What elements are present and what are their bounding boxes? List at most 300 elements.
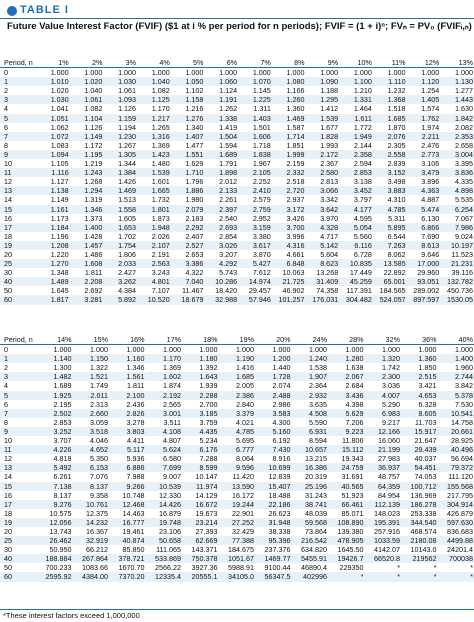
factor-cell: 1.188 bbox=[320, 86, 339, 96]
factor-cell: 7.288 bbox=[199, 454, 218, 464]
factor-cell: 7.263 bbox=[373, 241, 407, 250]
factor-cell: 15.407 bbox=[255, 482, 292, 491]
factor-cell: 5455.91 bbox=[292, 554, 329, 563]
factor-cell: 143.371 bbox=[191, 545, 218, 555]
factor-cell: 64.359 bbox=[365, 482, 402, 491]
factor-cell: 378.721 bbox=[109, 554, 146, 563]
factor-cell: 84.954 bbox=[378, 490, 400, 500]
factor-cell: 16.060 bbox=[378, 436, 400, 446]
factor-cell: 6.544 bbox=[387, 231, 406, 241]
factor-cell: 3.436 bbox=[328, 391, 365, 400]
factor-cell: 7.430 bbox=[255, 445, 292, 454]
factor-cell: 32.429 bbox=[232, 526, 254, 536]
factor-cell: 2.826 bbox=[109, 409, 146, 418]
period-cell: 4 bbox=[4, 381, 8, 391]
factor-cell: 1.105 bbox=[50, 159, 69, 169]
factor-cell: 1.638 bbox=[345, 363, 364, 373]
period-cell: 13 bbox=[0, 186, 36, 195]
factor-cell: 1.120 bbox=[407, 77, 441, 86]
table-row bbox=[0, 150, 474, 159]
factor-cell: 59.568 bbox=[292, 518, 329, 527]
period-cell: 2 bbox=[4, 363, 8, 373]
factor-cell: 21.725 bbox=[272, 277, 306, 286]
factor-cell: 1.742 bbox=[382, 363, 400, 373]
factor-cell: 7370.20 bbox=[109, 572, 146, 581]
table-row bbox=[0, 500, 474, 509]
factor-cell: 1.960 bbox=[455, 363, 473, 373]
factor-cell: 11.974 bbox=[182, 482, 219, 491]
factor-cell: 1.124 bbox=[219, 86, 238, 96]
table-row bbox=[0, 114, 474, 123]
factor-cell: 1.000 bbox=[252, 68, 271, 78]
factor-cell: 1.100 bbox=[339, 77, 373, 86]
factor-cell: 1.606 bbox=[238, 132, 272, 141]
factor-cell: 1.000 bbox=[272, 345, 291, 355]
factor-cell: 1.749 bbox=[90, 381, 108, 391]
factor-cell: 2.476 bbox=[421, 140, 440, 150]
factor-cell: 3.836 bbox=[440, 168, 474, 177]
factor-cell: 1.191 bbox=[204, 95, 238, 104]
factor-cell: 4.887 bbox=[421, 195, 440, 205]
factor-cell: 1.718 bbox=[252, 140, 271, 150]
factor-cell: 2.300 bbox=[365, 372, 402, 381]
factor-cell: 31.948 bbox=[255, 518, 292, 527]
period-cell: 5 bbox=[0, 391, 36, 400]
factor-cell: 4.007 bbox=[365, 391, 402, 400]
factor-cell: 1.630 bbox=[455, 104, 473, 114]
factor-cell: 3.842 bbox=[455, 381, 473, 391]
factor-cell: 22.901 bbox=[232, 508, 254, 518]
factor-cell: 1.093 bbox=[103, 95, 137, 104]
factor-cell: 1.208 bbox=[36, 241, 70, 250]
factor-cell: 18.420 bbox=[215, 286, 238, 296]
factor-cell: 237.376 bbox=[264, 545, 291, 555]
factor-cell: 1.428 bbox=[84, 231, 103, 241]
factor-cell: 1.574 bbox=[421, 104, 440, 114]
factor-cell: 1.874 bbox=[163, 381, 181, 391]
factor-cell: 31.243 bbox=[305, 490, 327, 500]
factor-cell: 1.225 bbox=[238, 95, 272, 104]
table-row bbox=[0, 554, 474, 563]
factor-cell: 1.116 bbox=[36, 168, 70, 177]
factor-cell: 3.172 bbox=[272, 205, 306, 214]
factor-cell: 1.210 bbox=[353, 86, 372, 96]
factor-cell: 40.496 bbox=[438, 445, 474, 454]
factor-cell: 5.117 bbox=[109, 445, 146, 454]
factor-cell: 188.884 bbox=[36, 554, 73, 563]
factor-cell: 1.714 bbox=[272, 132, 306, 141]
factor-cell: 1.126 bbox=[118, 104, 137, 114]
factor-cell: 217.795 bbox=[447, 490, 473, 500]
factor-cell: 27.393 bbox=[195, 526, 218, 536]
factor-cell: 5.378 bbox=[438, 391, 474, 400]
rate-header: 17% bbox=[146, 335, 183, 345]
factor-cell: 1.276 bbox=[171, 114, 205, 123]
period-cell: 0 bbox=[4, 68, 8, 78]
rate-header: 1% bbox=[36, 58, 70, 68]
factor-cell: 11.420 bbox=[232, 472, 254, 482]
factor-cell: 9.358 bbox=[90, 490, 108, 500]
factor-cell: 1.791 bbox=[219, 159, 238, 169]
factor-cell: 2.159 bbox=[286, 159, 305, 169]
factor-cell: 10.575 bbox=[49, 508, 72, 518]
factor-cell: 2.252 bbox=[252, 177, 271, 187]
factor-cell: 23.106 bbox=[159, 526, 181, 536]
factor-cell: 10.520 bbox=[137, 295, 171, 304]
factor-cell: 6.886 bbox=[109, 463, 146, 472]
factor-cell: 1.980 bbox=[185, 195, 204, 205]
factor-cell: 2.208 bbox=[70, 277, 104, 286]
factor-cell: 1.195 bbox=[70, 150, 104, 159]
factor-cell: 12.468 bbox=[109, 500, 146, 509]
period-cell: 16 bbox=[4, 213, 12, 223]
factor-cell: 2.353 bbox=[440, 132, 474, 141]
factor-cell: 8.599 bbox=[182, 463, 219, 472]
factor-cell: 13.743 bbox=[49, 526, 72, 536]
factor-cell: 2.107 bbox=[137, 241, 171, 250]
factor-cell: 1.870 bbox=[387, 122, 406, 132]
factor-cell: 6.176 bbox=[182, 445, 219, 454]
factor-cell: 219562 bbox=[401, 554, 438, 563]
table-row bbox=[0, 345, 474, 355]
period-cell: 8 bbox=[4, 140, 8, 150]
factor-cell: 1.090 bbox=[306, 77, 340, 86]
factor-cell: 5.492 bbox=[36, 463, 73, 472]
factor-cell: 2.367 bbox=[320, 159, 339, 169]
factor-cell: 1.828 bbox=[306, 132, 340, 141]
factor-cell: 1.521 bbox=[73, 372, 110, 381]
period-cell: 13 bbox=[0, 463, 36, 472]
period-cell: 40 bbox=[0, 554, 36, 563]
factor-cell: 4.785 bbox=[373, 205, 407, 214]
factor-cell: 1645.50 bbox=[337, 545, 364, 555]
factor-cell: 1.489 bbox=[36, 277, 70, 286]
factor-cell: 1.346 bbox=[70, 205, 104, 214]
factor-cell: 132.782 bbox=[440, 277, 474, 286]
factor-cell: 4.316 bbox=[272, 241, 306, 250]
factor-cell: 5.142 bbox=[306, 241, 340, 250]
factor-cell: 1.974 bbox=[421, 122, 440, 132]
factor-cell: 2.692 bbox=[84, 286, 103, 296]
factor-cell: 4.785 bbox=[219, 427, 256, 436]
factor-cell: 1.240 bbox=[292, 354, 329, 363]
period-cell: 5 bbox=[0, 114, 36, 123]
factor-cell: 29.457 bbox=[248, 286, 271, 296]
factor-cell: 32.919 bbox=[73, 536, 110, 545]
factor-cell: 1.486 bbox=[84, 249, 103, 259]
rate-header: 14% bbox=[36, 335, 73, 345]
factor-cell: 4.435 bbox=[182, 427, 219, 436]
factor-cell: 74.358 bbox=[316, 286, 339, 296]
factor-cell: 2.853 bbox=[53, 417, 72, 427]
factor-cell: 253.338 bbox=[410, 508, 437, 518]
rate-header: 4% bbox=[137, 58, 171, 68]
factor-cell: 1.412 bbox=[320, 104, 339, 114]
factor-cell: 1.732 bbox=[151, 195, 170, 205]
table-row bbox=[0, 186, 474, 195]
table-row bbox=[0, 268, 474, 277]
period-cell: 50 bbox=[4, 286, 12, 296]
factor-cell: 1.967 bbox=[252, 159, 271, 169]
factor-cell: 1.949 bbox=[339, 132, 373, 141]
factor-cell: 8.137 bbox=[53, 490, 72, 500]
factor-cell: 45.259 bbox=[339, 277, 373, 286]
factor-cell: 1.405 bbox=[407, 95, 441, 104]
table-row bbox=[0, 472, 474, 481]
table-header bbox=[0, 0, 474, 32]
factor-cell: 1.340 bbox=[185, 122, 204, 132]
factor-cell: 2.518 bbox=[286, 177, 305, 187]
factor-cell: 1.000 bbox=[151, 68, 170, 78]
factor-cell: 1.772 bbox=[353, 122, 372, 132]
factor-cell: 1.373 bbox=[84, 213, 103, 223]
factor-cell: 2.759 bbox=[238, 205, 272, 214]
factor-cell: * bbox=[433, 563, 437, 573]
factor-cell: 7.138 bbox=[36, 482, 73, 491]
factor-cell: 13.585 bbox=[373, 259, 407, 268]
factor-cell: 2.292 bbox=[171, 223, 205, 232]
factor-cell: 5.624 bbox=[146, 445, 183, 454]
factor-cell: 2.288 bbox=[182, 391, 219, 400]
factor-cell: 5988.91 bbox=[228, 563, 254, 573]
factor-cell: 8.623 bbox=[306, 259, 340, 268]
factor-cell: 11.467 bbox=[181, 286, 204, 296]
factor-cell: 1.403 bbox=[238, 114, 272, 123]
factor-cell: 4.177 bbox=[339, 205, 373, 214]
factor-cell: 700038 bbox=[438, 554, 474, 563]
factor-cell: 40.037 bbox=[414, 454, 437, 464]
factor-cell: 4.335 bbox=[455, 177, 473, 187]
factor-cell: 2.540 bbox=[219, 213, 238, 223]
factor-cell: 1.643 bbox=[182, 372, 219, 381]
factor-cell: 1.140 bbox=[36, 354, 73, 363]
factor-cell: 1.407 bbox=[171, 132, 205, 141]
factor-cell: 1.338 bbox=[204, 114, 238, 123]
factor-cell: 5.290 bbox=[382, 399, 400, 409]
period-cell: 10 bbox=[4, 436, 12, 446]
factor-cell: 16.367 bbox=[86, 526, 108, 536]
factor-cell: 1.806 bbox=[118, 249, 137, 259]
table-row bbox=[0, 454, 474, 463]
factor-cell: 1.886 bbox=[171, 186, 205, 195]
factor-cell: 8.916 bbox=[272, 454, 291, 464]
factor-cell: 3.036 bbox=[382, 381, 400, 391]
factor-cell: 7.699 bbox=[146, 463, 183, 472]
factor-cell: 3.759 bbox=[199, 417, 218, 427]
factor-cell: 1.601 bbox=[151, 177, 170, 187]
factor-cell: 10.197 bbox=[440, 241, 474, 250]
fvif-table-1-13 bbox=[0, 58, 474, 305]
factor-cell: 426.879 bbox=[447, 508, 473, 518]
factor-cell: 17.449 bbox=[349, 268, 372, 278]
factor-cell: 8.064 bbox=[236, 454, 254, 464]
factor-cell: 1.993 bbox=[320, 140, 339, 150]
factor-cell: 2.773 bbox=[407, 150, 441, 159]
factor-cell: 5.604 bbox=[320, 249, 339, 259]
factor-cell: 93.051 bbox=[407, 277, 441, 286]
factor-cell: 11.523 bbox=[451, 249, 473, 259]
factor-cell: 2.853 bbox=[339, 168, 373, 177]
factor-cell: 73.864 bbox=[305, 526, 327, 536]
factor-cell: 10.541 bbox=[438, 409, 474, 418]
factor-cell: 100.712 bbox=[401, 482, 438, 491]
rate-header: 16% bbox=[109, 335, 146, 345]
factor-cell: 2.565 bbox=[163, 399, 181, 409]
factor-cell: 1.268 bbox=[84, 177, 103, 187]
rate-header: 7% bbox=[238, 58, 272, 68]
factor-cell: 10.699 bbox=[255, 463, 292, 472]
factor-cell: 1.754 bbox=[103, 241, 137, 250]
factor-cell: 2.744 bbox=[438, 372, 474, 381]
factor-cell: 1.811 bbox=[84, 268, 103, 278]
factor-cell: 4.661 bbox=[286, 249, 305, 259]
factor-cell: 66.212 bbox=[86, 545, 108, 555]
factor-cell: 3.498 bbox=[387, 177, 406, 187]
factor-cell: 2.261 bbox=[219, 195, 238, 205]
factor-cell: 36.937 bbox=[365, 463, 402, 472]
factor-cell: 2.011 bbox=[73, 391, 110, 400]
factor-cell: 1.000 bbox=[345, 345, 364, 355]
factor-cell: 229350 bbox=[339, 563, 364, 573]
rate-header: 15% bbox=[73, 335, 110, 345]
factor-cell: 95.396 bbox=[255, 536, 292, 545]
table-row bbox=[0, 536, 474, 545]
factor-cell: 16.672 bbox=[182, 500, 219, 509]
factor-cell: 1.513 bbox=[118, 195, 137, 205]
period-header: Period, n bbox=[0, 58, 36, 68]
factor-cell: 5.695 bbox=[236, 436, 254, 446]
factor-cell: 2.192 bbox=[146, 391, 183, 400]
factor-cell: 7.067 bbox=[455, 213, 473, 223]
factor-cell: 4.328 bbox=[306, 223, 340, 232]
factor-cell: 2.515 bbox=[401, 372, 438, 381]
factor-cell: 1.127 bbox=[50, 177, 69, 187]
rate-header: 32% bbox=[365, 335, 402, 345]
factor-cell: 27.252 bbox=[219, 518, 256, 527]
table-row bbox=[0, 277, 474, 286]
factor-cell: 4.384 bbox=[118, 286, 137, 296]
factor-cell: 1.320 bbox=[365, 354, 402, 363]
factor-cell: 2.332 bbox=[272, 168, 306, 177]
factor-cell: 3.185 bbox=[182, 409, 219, 418]
rate-header: 18% bbox=[182, 335, 219, 345]
factor-cell: 54.451 bbox=[401, 463, 438, 472]
factor-cell: 4384.00 bbox=[73, 572, 110, 581]
factor-cell: 1.925 bbox=[36, 391, 73, 400]
factor-cell: 5.234 bbox=[199, 436, 218, 446]
factor-cell: 1.295 bbox=[306, 95, 340, 104]
factor-cell: 1.000 bbox=[286, 68, 305, 78]
factor-cell: 2.579 bbox=[252, 195, 271, 205]
factor-cell: 1.000 bbox=[199, 345, 218, 355]
table-row bbox=[0, 363, 474, 372]
factor-cell: 1.360 bbox=[401, 354, 438, 363]
factor-cell: 1.400 bbox=[70, 223, 104, 232]
factor-cell: 3.281 bbox=[70, 295, 104, 304]
factor-cell: 2.144 bbox=[353, 140, 372, 150]
factor-cell: 1469.77 bbox=[255, 554, 292, 563]
factor-cell: 26.462 bbox=[36, 536, 73, 545]
factor-cell: 1.000 bbox=[382, 345, 400, 355]
factor-cell: 2.211 bbox=[407, 132, 441, 141]
table-row bbox=[0, 509, 474, 518]
factor-cell: 77.388 bbox=[219, 536, 256, 545]
factor-cell: 8.137 bbox=[73, 482, 110, 491]
factor-cell: 1.159 bbox=[103, 114, 137, 123]
factor-cell: 1.305 bbox=[103, 150, 137, 159]
factor-cell: 2.364 bbox=[309, 381, 327, 391]
factor-cell: 750.378 bbox=[182, 554, 219, 563]
factor-cell: 1.030 bbox=[36, 95, 70, 104]
factor-cell: 4.653 bbox=[401, 391, 438, 400]
factor-cell: 634.820 bbox=[301, 545, 327, 555]
factor-cell: 48.039 bbox=[305, 508, 327, 518]
factor-cell: 2180.08 bbox=[401, 536, 438, 545]
factor-cell: 1.653 bbox=[103, 223, 137, 232]
factor-cell: 184.565 bbox=[379, 286, 406, 296]
factor-cell: 1.811 bbox=[127, 381, 145, 391]
period-cell: 18 bbox=[4, 231, 12, 241]
factor-cell: 46.902 bbox=[282, 286, 305, 296]
factor-cell: 4.717 bbox=[320, 231, 339, 241]
factor-cell: 6.192 bbox=[272, 436, 291, 446]
factor-cell: 1.331 bbox=[339, 95, 373, 104]
table-row bbox=[0, 177, 474, 186]
factor-cell: 1.000 bbox=[219, 68, 238, 78]
factor-cell: 1.172 bbox=[84, 140, 103, 150]
factor-cell: 6.261 bbox=[53, 472, 72, 482]
factor-cell: 1.504 bbox=[204, 132, 238, 141]
period-cell: 20 bbox=[4, 249, 12, 259]
factor-cell: 1.020 bbox=[50, 86, 69, 96]
factor-cell: 1.232 bbox=[387, 86, 406, 96]
factor-cell: 3.152 bbox=[373, 168, 407, 177]
factor-cell: 2.658 bbox=[455, 140, 473, 150]
factor-cell: 3.243 bbox=[151, 268, 170, 278]
factor-cell: 2.932 bbox=[292, 391, 329, 400]
factor-cell: 1.061 bbox=[118, 86, 137, 96]
factor-cell: 10143.0 bbox=[410, 545, 437, 555]
factor-cell: 5.895 bbox=[373, 223, 407, 232]
factor-cell: 1.611 bbox=[339, 114, 373, 123]
factor-cell: 3.797 bbox=[353, 195, 372, 205]
factor-cell: 3.707 bbox=[53, 436, 72, 446]
period-cell: 12 bbox=[4, 454, 12, 464]
factor-cell: 1.040 bbox=[84, 86, 103, 96]
factor-cell: 108.890 bbox=[328, 518, 365, 527]
factor-cell: 139.380 bbox=[337, 526, 364, 536]
factor-cell: 8.062 bbox=[387, 249, 406, 259]
factor-cell: 40.565 bbox=[328, 482, 365, 491]
period-cell: 11 bbox=[0, 445, 36, 454]
factor-cell: 1.311 bbox=[253, 104, 271, 114]
factor-cell: 176.031 bbox=[306, 295, 340, 304]
period-cell: 2 bbox=[4, 86, 8, 96]
factor-cell: 14.232 bbox=[73, 518, 110, 527]
period-cell: 25 bbox=[0, 259, 36, 268]
factor-cell: 7.986 bbox=[440, 223, 474, 232]
factor-cell: 2.684 bbox=[345, 381, 364, 391]
fvif-table-top bbox=[0, 58, 474, 305]
factor-cell: 1.173 bbox=[50, 213, 69, 223]
factor-cell: 2.076 bbox=[373, 132, 407, 141]
factor-cell: 2.305 bbox=[387, 140, 406, 150]
factor-cell: 2.195 bbox=[53, 399, 72, 409]
factor-cell: 1.558 bbox=[103, 205, 137, 214]
period-cell: 9 bbox=[0, 150, 36, 159]
factor-cell: 111.120 bbox=[448, 472, 473, 482]
factor-cell: 289.002 bbox=[413, 286, 440, 296]
